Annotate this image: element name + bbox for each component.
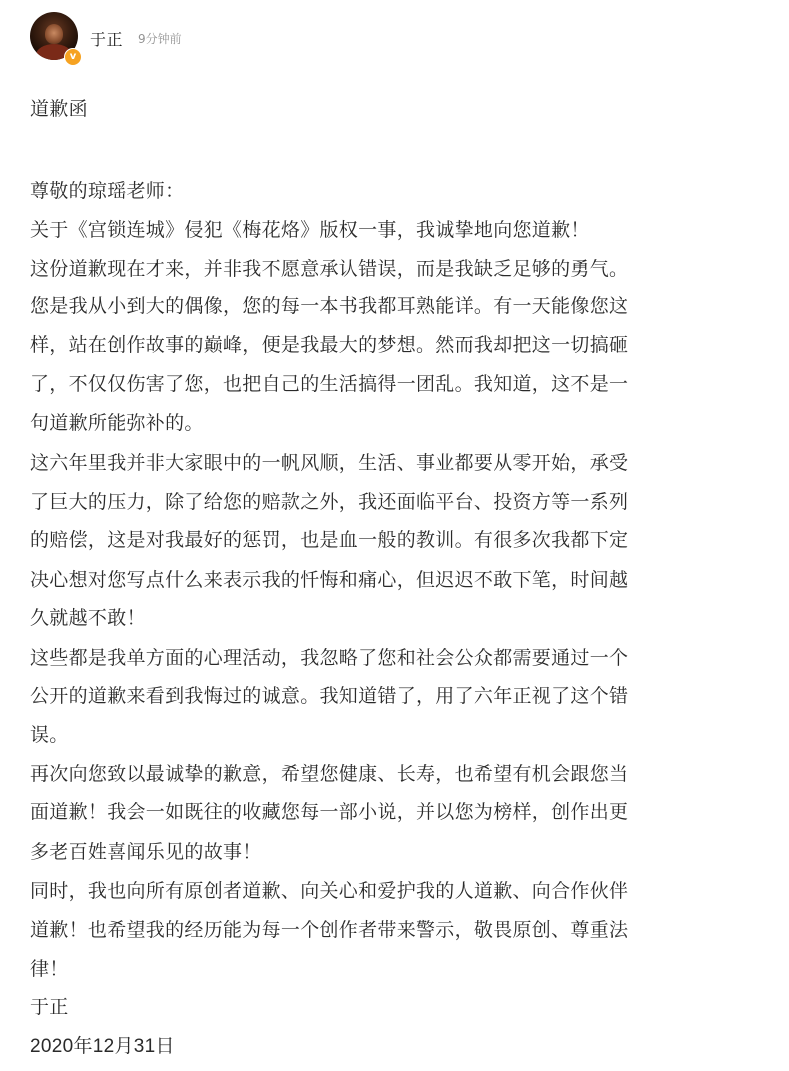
letter-line: 公开的道歉来看到我悔过的诚意。我知道错了，用了六年正视了这个错 — [30, 685, 629, 707]
letter-line: 决心想对您写点什么来表示我的忏悔和痛心，但迟迟不敢下笔，时间越 — [30, 569, 629, 591]
letter-line: 同时，我也向所有原创者道歉、向关心和爱护我的人道歉、向合作伙伴 — [30, 880, 629, 902]
letter-line: 误。 — [30, 724, 69, 746]
letter-line: 样，站在创作故事的巅峰，便是我最大的梦想。然而我却把这一切搞砸 — [30, 334, 629, 356]
letter-line: 您是我从小到大的偶像，您的每一本书我都耳熟能详。有一天能像您这 — [30, 295, 629, 317]
letter-line: 的赔偿，这是对我最好的惩罚，也是血一般的教训。有很多次我都下定 — [30, 529, 629, 551]
letter-line: 多老百姓喜闻乐见的故事！ — [30, 841, 262, 863]
letter-line: 句道歉所能弥补的。 — [30, 412, 204, 434]
letter-line: 了巨大的压力，除了给您的赔款之外，我还面临平台、投资方等一系列 — [30, 491, 629, 513]
username-link[interactable]: 于正 — [90, 30, 124, 49]
letter-line: 久就越不敢！ — [30, 607, 146, 629]
letter-title: 道歉函 — [30, 98, 88, 120]
letter-line: 道歉！也希望我的经历能为每一个创作者带来警示，敬畏原创、尊重法 — [30, 919, 629, 941]
letter-line: 这份道歉现在才来，并非我不愿意承认错误，而是我缺乏足够的勇气。 — [30, 258, 629, 280]
letter-line: 这些都是我单方面的心理活动，我忽略了您和社会公众都需要通过一个 — [30, 647, 629, 669]
letter-line: 关于《宫锁连城》侵犯《梅花烙》版权一事，我诚挚地向您道歉！ — [30, 219, 590, 241]
letter-line: 面道歉！我会一如既往的收藏您每一部小说，并以您为榜样，创作出更 — [30, 801, 629, 823]
post-timestamp[interactable]: 9分钟前 — [138, 32, 182, 46]
letter-line: 了，不仅仅伤害了您，也把自己的生活搞得一团乱。我知道，这不是一 — [30, 373, 629, 395]
letter-line: 这六年里我并非大家眼中的一帆风顺，生活、事业都要从零开始，承受 — [30, 452, 629, 474]
avatar-face — [45, 24, 63, 44]
letter-date: 2020年12月31日 — [30, 1036, 175, 1057]
letter-line: 再次向您致以最诚挚的歉意，希望您健康、长寿，也希望有机会跟您当 — [30, 763, 629, 785]
letter-line: 律！ — [30, 958, 69, 980]
verified-icon: v — [64, 48, 82, 66]
post-header — [30, 12, 770, 64]
letter-line: 尊敬的琼瑶老师： — [30, 180, 185, 202]
letter-signature: 于正 — [30, 996, 69, 1018]
